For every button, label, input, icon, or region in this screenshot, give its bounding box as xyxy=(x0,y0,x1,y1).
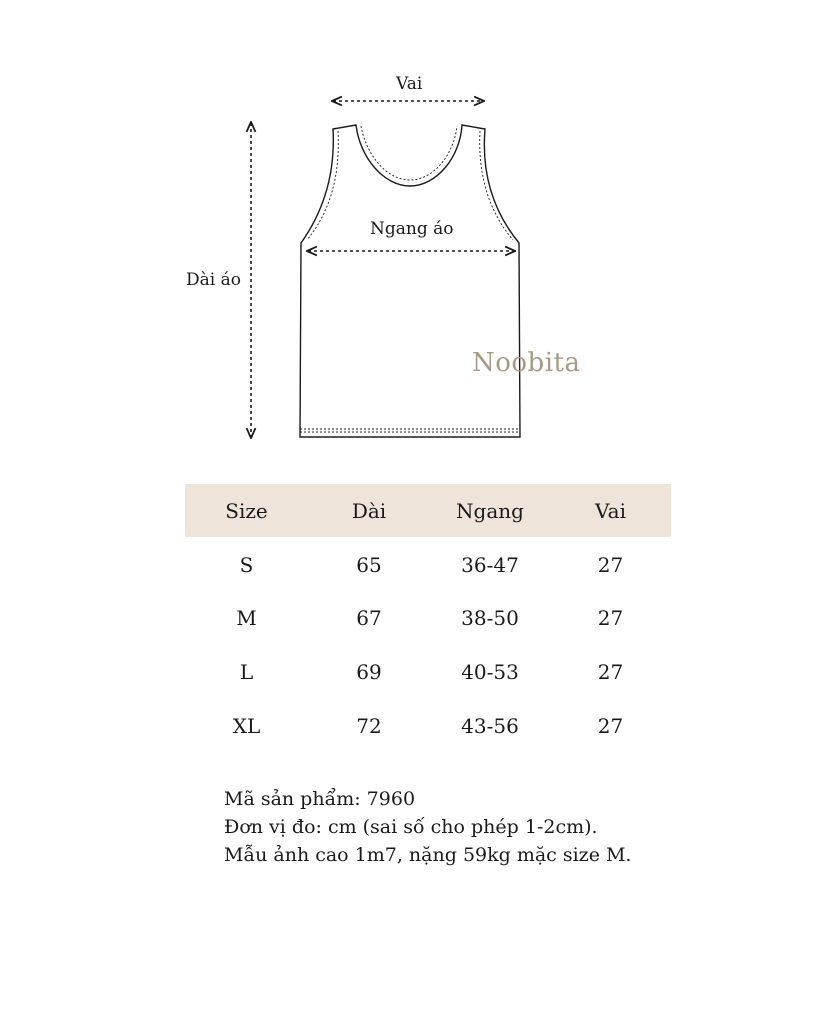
header-chest: Ngang xyxy=(456,498,524,523)
cell-length: 65 xyxy=(356,553,382,577)
model-info: Mẫu ảnh cao 1m7, nặng 59kg mặc size M. xyxy=(224,844,632,866)
tank-body-outline xyxy=(300,125,520,437)
header-shoulder: Vai xyxy=(595,498,626,523)
cell-shoulder: 27 xyxy=(597,714,624,738)
cell-size: L xyxy=(239,660,254,684)
cell-length: 67 xyxy=(356,606,382,630)
cell-chest: 43-56 xyxy=(461,714,519,738)
cell-length: 69 xyxy=(356,660,382,684)
length-label: Dài áo xyxy=(186,270,241,290)
table-row xyxy=(185,645,671,699)
table-header-row xyxy=(185,484,671,537)
cell-shoulder: 27 xyxy=(597,660,624,684)
tank-top-diagram xyxy=(0,0,819,470)
cell-shoulder: 27 xyxy=(597,553,624,577)
header-length: Dài xyxy=(351,498,387,523)
cell-size: XL xyxy=(232,714,261,738)
shoulder-label: Vai xyxy=(396,74,423,94)
cell-shoulder: 27 xyxy=(597,606,624,630)
cell-chest: 40-53 xyxy=(461,660,519,684)
table-row xyxy=(185,591,671,645)
chest-label: Ngang áo xyxy=(370,219,454,239)
product-notes xyxy=(224,785,631,869)
measurement-unit-note: Đơn vị đo: cm (sai số cho phép 1-2cm). xyxy=(224,816,598,838)
cell-chest: 38-50 xyxy=(461,606,519,630)
cell-chest: 36-47 xyxy=(461,553,519,577)
product-code: Mã sản phẩm: 7960 xyxy=(224,788,416,810)
table-row xyxy=(185,537,671,591)
size-table xyxy=(185,484,671,753)
cell-size: S xyxy=(239,553,254,577)
table-row xyxy=(185,699,671,753)
brand-watermark: Noobita xyxy=(472,348,581,378)
header-size: Size xyxy=(225,498,268,523)
cell-size: M xyxy=(236,606,257,630)
cell-length: 72 xyxy=(356,714,382,738)
